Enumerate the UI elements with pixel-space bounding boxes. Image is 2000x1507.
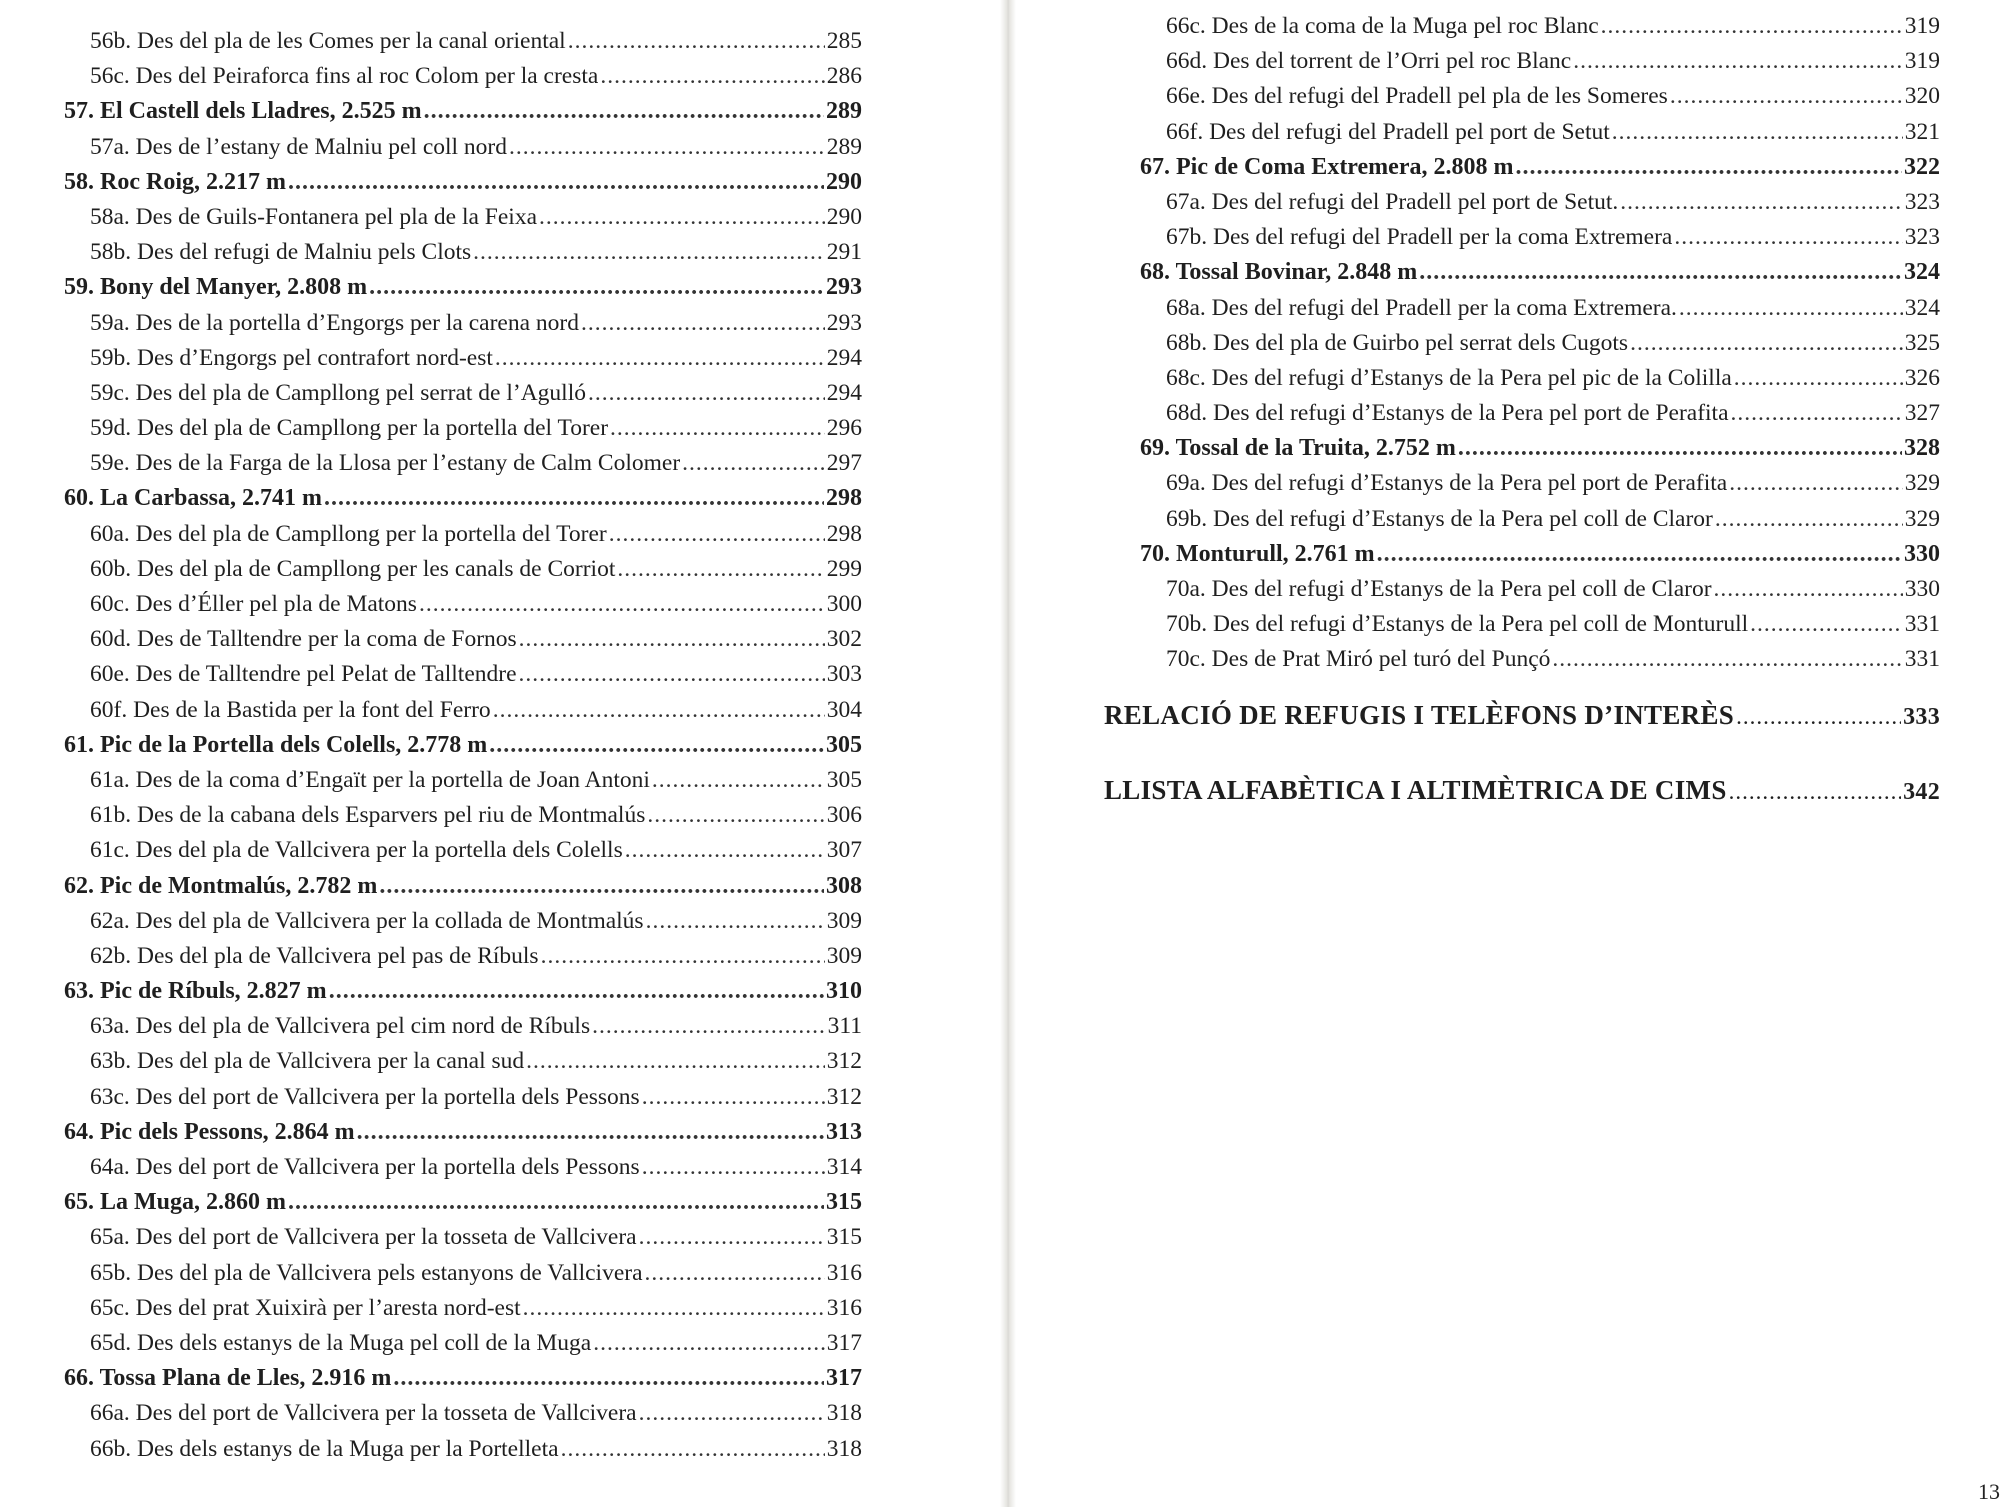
entry-title: 68b. Des del pla de Guirbo pel serrat dels Cugots	[1166, 329, 1629, 356]
entry-title: 64a. Des del port de Vallcivera per la portella dels Pessons	[90, 1154, 640, 1180]
entry-page-number: 315	[826, 1224, 862, 1251]
entry-title: 59d. Des del pla de Campllong per la portella del Torer	[90, 415, 609, 442]
entry-page-number: 317	[826, 1329, 862, 1356]
entry-page-number: 289	[826, 133, 862, 160]
entry-title: 60a. Des del pla de Campllong per la portella del Torer	[90, 520, 607, 547]
toc-summit-entry	[64, 1115, 862, 1150]
toc-route-entry	[1140, 44, 1940, 79]
dot-leader	[1601, 9, 1903, 44]
entry-title: 56c. Des del Peiraforca fins al roc Colom per la cresta	[90, 63, 599, 90]
toc-summit-entry	[1140, 255, 1940, 290]
toc-route-entry	[1140, 291, 1940, 326]
entry-title: 67a. Des del refugi del Pradell pel port de Setut.	[1166, 188, 1619, 215]
toc-summit-entry	[1140, 537, 1940, 572]
entry-title: 67. Pic de Coma Extremera, 2.808 m	[1140, 153, 1514, 180]
toc-summit-entry	[1140, 150, 1940, 185]
entry-page-number: 290	[826, 203, 862, 230]
entry-title: 59e. Des de la Farga de la Llosa per l’estany de Calm Colomer	[90, 450, 681, 477]
toc-route-entry	[64, 235, 862, 270]
entry-title: 64. Pic dels Pessons, 2.864 m	[64, 1118, 355, 1145]
toc-route-entry	[64, 59, 862, 94]
toc-route-entry	[1140, 9, 1940, 44]
entry-page-number: 324	[1904, 294, 1940, 321]
toc-route-entry	[64, 1150, 862, 1185]
dot-leader	[1729, 779, 1901, 805]
dot-leader	[561, 1432, 825, 1467]
toc-route-entry	[1140, 79, 1940, 114]
entry-title: 57. El Castell dels Lladres, 2.525 m	[64, 98, 422, 125]
toc-summit-entry	[64, 94, 862, 129]
dot-leader	[369, 270, 824, 305]
entry-title: 59c. Des del pla de Campllong pel serrat de l’Agulló	[90, 379, 586, 406]
entry-page-number: 299	[826, 555, 862, 582]
dot-leader	[357, 1115, 824, 1150]
entry-title: 66. Tossa Plana de Lles, 2.916 m	[64, 1365, 392, 1392]
entry-page-number: 329	[1904, 470, 1940, 497]
entry-title: 60d. Des de Talltendre per la coma de Fornos	[90, 626, 517, 653]
entry-page-number: 316	[826, 1259, 862, 1286]
entry-page-number: 306	[826, 802, 862, 829]
dot-leader	[609, 517, 825, 552]
entry-title: 68d. Des del refugi d’Estanys de la Pera pel port de Perafita	[1166, 400, 1729, 427]
entry-page-number: 330	[1904, 540, 1940, 567]
dot-leader	[424, 94, 824, 129]
dot-leader	[652, 763, 825, 798]
dot-leader	[1377, 537, 1902, 572]
entry-title: 70b. Des del refugi d’Estanys de la Pera pel coll de Monturull	[1166, 611, 1749, 638]
dot-leader	[1552, 642, 1902, 677]
dot-leader	[617, 552, 824, 587]
toc-route-entry	[64, 552, 862, 587]
entry-page-number: 285	[826, 28, 862, 54]
entry-page-number: 305	[826, 731, 862, 758]
entry-title: 70c. Des de Prat Miró pel turó del Punçó	[1166, 646, 1551, 673]
dot-leader	[642, 1080, 825, 1115]
entry-title: 69. Tossal de la Truita, 2.752 m	[1140, 435, 1456, 462]
entry-page-number: 318	[826, 1435, 862, 1462]
entry-page-number: 317	[826, 1365, 862, 1392]
dot-leader	[1731, 396, 1903, 431]
dot-leader	[642, 1150, 825, 1185]
dot-leader	[473, 235, 825, 270]
dot-leader	[639, 1396, 825, 1431]
entry-page-number: 312	[826, 1048, 862, 1075]
toc-left-column	[64, 24, 862, 1467]
section-heading-refugis	[1104, 700, 1940, 731]
entry-title: 70. Monturull, 2.761 m	[1140, 540, 1375, 567]
entry-page-number: 320	[1904, 83, 1940, 110]
entry-page-number: 297	[826, 450, 862, 477]
toc-route-entry	[64, 517, 862, 552]
entry-page-number: 331	[1904, 646, 1940, 673]
dot-leader	[600, 59, 824, 94]
dot-leader	[288, 1185, 824, 1220]
toc-route-entry	[64, 1432, 862, 1467]
toc-route-entry	[1140, 502, 1940, 537]
dot-leader	[1750, 607, 1903, 642]
entry-page-number: 294	[826, 379, 862, 406]
dot-leader	[581, 306, 825, 341]
toc-route-entry	[64, 376, 862, 411]
dot-leader	[379, 869, 824, 904]
dot-leader	[523, 1291, 825, 1326]
toc-route-entry	[64, 622, 862, 657]
entry-title: 66b. Des dels estanys de la Muga per la Portelleta	[90, 1435, 559, 1462]
entry-title: 60c. Des d’Éller pel pla de Matons	[90, 591, 417, 617]
entry-page-number: 321	[1904, 118, 1940, 145]
entry-title: 56b. Des del pla de les Comes per la canal oriental	[90, 28, 566, 54]
entry-page-number: 310	[826, 978, 862, 1005]
toc-route-entry	[1140, 642, 1940, 677]
dot-leader	[1573, 44, 1903, 79]
toc-route-entry	[64, 904, 862, 939]
dot-leader	[526, 1044, 825, 1079]
entry-title: 62. Pic de Montmalús, 2.782 m	[64, 872, 378, 899]
entry-page-number: 316	[826, 1294, 862, 1321]
entry-title: 66a. Des del port de Vallcivera per la tosseta de Vallcivera	[90, 1400, 637, 1427]
toc-route-entry	[64, 587, 862, 622]
entry-page-number: 309	[826, 942, 862, 969]
toc-route-entry	[64, 1326, 862, 1361]
entry-title: 68. Tossal Bovinar, 2.848 m	[1140, 259, 1418, 286]
entry-title: 61b. Des de la cabana dels Esparvers pel riu de Montmalús	[90, 802, 646, 829]
entry-page-number: 323	[1904, 188, 1940, 215]
dot-leader	[682, 446, 825, 481]
toc-route-entry	[1140, 220, 1940, 255]
entry-page-number: 322	[1904, 153, 1940, 180]
entry-title: 59. Bony del Manyer, 2.808 m	[64, 274, 368, 301]
toc-route-entry	[64, 1220, 862, 1255]
entry-title: 57a. Des de l’estany de Malniu pel coll nord	[90, 133, 508, 160]
entry-page-number: 319	[1904, 48, 1940, 75]
entry-title: 66f. Des del refugi del Pradell pel port de Setut	[1166, 118, 1610, 145]
entry-page-number: 330	[1904, 576, 1940, 602]
entry-title: 61a. Des de la coma d’Engaït per la portella de Joan Antoni	[90, 766, 650, 793]
entry-title: 65b. Des del pla de Vallcivera pels estanyons de Vallcivera	[90, 1259, 643, 1286]
entry-page-number: 290	[826, 168, 862, 195]
entry-title: 60e. Des de Talltendre pel Pelat de Talltendre	[90, 661, 517, 688]
toc-route-entry	[1140, 572, 1940, 607]
toc-route-entry	[64, 341, 862, 376]
entry-title: 63b. Des del pla de Vallcivera per la canal sud	[90, 1048, 525, 1075]
entry-title: 65c. Des del prat Xuixirà per l’aresta nord-est	[90, 1294, 521, 1321]
entry-title: 61c. Des del pla de Vallcivera per la portella dels Colells	[90, 837, 623, 864]
entry-page-number: 304	[826, 696, 862, 723]
entry-title: 59a. Des de la portella d’Engorgs per la carena nord	[90, 309, 579, 336]
entry-page-number: 308	[826, 872, 862, 899]
toc-route-entry	[64, 446, 862, 481]
entry-page-number: 291	[826, 239, 862, 266]
dot-leader	[509, 130, 825, 165]
entry-title: 63. Pic de Ríbuls, 2.827 m	[64, 978, 327, 1005]
book-gutter	[1000, 0, 1016, 1507]
entry-page-number: 286	[826, 63, 862, 90]
toc-route-entry	[64, 1291, 862, 1326]
entry-page-number: 324	[1904, 259, 1940, 286]
entry-title: 60b. Des del pla de Campllong per les canals de Corriot	[90, 555, 616, 582]
dot-leader	[541, 939, 825, 974]
dot-leader	[1715, 502, 1903, 537]
toc-route-entry	[1140, 326, 1940, 361]
dot-leader	[489, 728, 824, 763]
entry-title: 62b. Des del pla de Vallcivera pel pas de Ríbuls	[90, 942, 539, 969]
toc-route-entry	[1140, 396, 1940, 431]
dot-leader	[647, 798, 824, 833]
toc-summit-entry	[64, 270, 862, 305]
toc-summit-entry	[64, 974, 862, 1009]
entry-page-number: 289	[826, 98, 862, 125]
toc-route-entry	[64, 763, 862, 798]
entry-page-number: 319	[1904, 13, 1940, 39]
dot-leader	[1736, 704, 1901, 730]
dot-leader	[568, 24, 825, 59]
dot-leader	[593, 1326, 825, 1361]
toc-route-entry	[64, 833, 862, 868]
toc-route-entry	[64, 24, 862, 59]
dot-leader	[519, 622, 825, 657]
dot-leader	[592, 1009, 826, 1044]
entry-title: 66d. Des del torrent de l’Orri pel roc Blanc	[1166, 48, 1572, 75]
dot-leader	[539, 200, 825, 235]
entry-page-number: 294	[826, 344, 862, 371]
toc-route-entry	[64, 1009, 862, 1044]
entry-title: 59b. Des d’Engorgs pel contrafort nord-est	[90, 344, 493, 371]
dot-leader	[1734, 361, 1903, 396]
entry-title: 65a. Des del port de Vallcivera per la tosseta de Vallcivera	[90, 1224, 637, 1251]
dot-leader	[1612, 115, 1903, 150]
dot-leader	[1419, 255, 1902, 290]
entry-page-number: 309	[826, 907, 862, 934]
entry-title: 65d. Des dels estanys de la Muga pel coll de la Muga	[90, 1329, 592, 1356]
entry-page-number: 303	[826, 661, 862, 688]
dot-leader	[646, 904, 825, 939]
entry-page-number: 318	[826, 1400, 862, 1427]
entry-title: 68a. Des del refugi del Pradell per la coma Extremera.	[1166, 294, 1677, 321]
entry-title: 69a. Des del refugi d’Estanys de la Pera pel port de Perafita	[1166, 470, 1728, 497]
section-heading-cims	[1104, 775, 1940, 806]
toc-route-entry	[64, 798, 862, 833]
toc-route-entry	[1140, 466, 1940, 501]
toc-route-entry	[64, 306, 862, 341]
entry-page-number: 293	[826, 274, 862, 301]
entry-page-number: 298	[826, 520, 862, 547]
entry-page-number: 293	[826, 309, 862, 336]
section-page-number: 333	[1903, 704, 1940, 730]
dot-leader	[393, 1361, 824, 1396]
dot-leader	[1515, 150, 1902, 185]
entry-page-number: 296	[826, 415, 862, 442]
entry-page-number: 302	[826, 626, 862, 653]
dot-leader	[419, 587, 825, 622]
entry-title: 58a. Des de Guils-Fontanera pel pla de la Feixa	[90, 203, 538, 230]
toc-summit-entry	[64, 1361, 862, 1396]
entry-title: 63c. Des del port de Vallcivera per la portella dels Pessons	[90, 1083, 640, 1110]
toc-route-entry	[64, 1044, 862, 1079]
section-page-number: 342	[1903, 779, 1940, 805]
toc-summit-entry	[64, 728, 862, 763]
section-title: RELACIÓ DE REFUGIS I TELÈFONS D’INTERÈS	[1104, 700, 1735, 730]
entry-page-number: 327	[1904, 400, 1940, 427]
toc-route-entry	[1140, 361, 1940, 396]
folio-page-number: 13	[1978, 1479, 2000, 1504]
entry-page-number: 312	[826, 1083, 862, 1110]
entry-title: 66e. Des del refugi del Pradell pel pla de les Someres	[1166, 83, 1668, 110]
dot-leader	[645, 1256, 825, 1291]
entry-page-number: 305	[826, 766, 862, 793]
toc-route-entry	[64, 939, 862, 974]
dot-leader	[1630, 326, 1903, 361]
toc-route-entry	[1140, 607, 1940, 642]
entry-title: 63a. Des del pla de Vallcivera pel cim nord de Ríbuls	[90, 1013, 591, 1040]
entry-title: 70a. Des del refugi d’Estanys de la Pera pel coll de Claror	[1166, 576, 1712, 602]
toc-summit-entry	[64, 1185, 862, 1220]
toc-summit-entry	[1140, 431, 1940, 466]
section-title: LLISTA ALFABÈTICA I ALTIMÈTRICA DE CIMS	[1104, 775, 1727, 805]
entry-page-number: 326	[1904, 364, 1940, 391]
entry-title: 62a. Des del pla de Vallcivera per la collada de Montmalús	[90, 907, 644, 934]
entry-title: 68c. Des del refugi d’Estanys de la Pera pel pic de la Colilla	[1166, 364, 1732, 391]
toc-route-entry	[64, 411, 862, 446]
entry-page-number: 323	[1904, 224, 1940, 251]
dot-leader	[588, 376, 825, 411]
entry-title: 58. Roc Roig, 2.217 m	[64, 168, 286, 195]
entry-page-number: 314	[826, 1154, 862, 1180]
dot-leader	[1729, 466, 1903, 501]
entry-title: 61. Pic de la Portella dels Colells, 2.778 m	[64, 731, 488, 758]
toc-summit-entry	[64, 869, 862, 904]
entry-title: 69b. Des del refugi d’Estanys de la Pera pel coll de Claror	[1166, 505, 1713, 532]
entry-title: 60f. Des de la Bastida per la font del Ferro	[90, 696, 491, 723]
entry-page-number: 325	[1904, 329, 1940, 356]
toc-route-entry	[64, 200, 862, 235]
entry-title: 58b. Des del refugi de Malniu pels Clots	[90, 239, 472, 266]
entry-page-number: 331	[1904, 611, 1940, 638]
toc-right-column	[1140, 9, 1940, 678]
toc-route-entry	[1140, 185, 1940, 220]
dot-leader	[519, 657, 825, 692]
entry-page-number: 311	[827, 1013, 862, 1040]
entry-page-number: 329	[1904, 505, 1940, 532]
toc-route-entry	[64, 1396, 862, 1431]
dot-leader	[1674, 220, 1902, 255]
entry-page-number: 313	[826, 1118, 862, 1145]
dot-leader	[495, 341, 825, 376]
toc-route-entry	[64, 1256, 862, 1291]
entry-page-number: 300	[826, 591, 862, 617]
dot-leader	[329, 974, 824, 1009]
dot-leader	[1714, 572, 1903, 607]
dot-leader	[288, 165, 824, 200]
dot-leader	[639, 1220, 825, 1255]
toc-route-entry	[64, 1080, 862, 1115]
entry-title: 65. La Muga, 2.860 m	[64, 1189, 286, 1216]
entry-title: 60. La Carbassa, 2.741 m	[64, 485, 323, 512]
toc-route-entry	[64, 130, 862, 165]
dot-leader	[493, 693, 825, 728]
dot-leader	[1670, 79, 1903, 114]
toc-summit-entry	[64, 165, 862, 200]
toc-route-entry	[64, 657, 862, 692]
entry-page-number: 315	[826, 1189, 862, 1216]
entry-page-number: 328	[1904, 435, 1940, 462]
toc-route-entry	[64, 693, 862, 728]
dot-leader	[625, 833, 825, 868]
entry-page-number: 307	[826, 837, 862, 864]
dot-leader	[610, 411, 825, 446]
entry-page-number: 298	[826, 485, 862, 512]
toc-route-entry	[1140, 115, 1940, 150]
dot-leader	[324, 481, 824, 516]
entry-title: 67b. Des del refugi del Pradell per la coma Extremera	[1166, 224, 1673, 251]
toc-summit-entry	[64, 481, 862, 516]
entry-title: 66c. Des de la coma de la Muga pel roc Blanc	[1166, 13, 1599, 39]
dot-leader	[1679, 291, 1903, 326]
dot-leader	[1458, 431, 1902, 466]
dot-leader	[1620, 185, 1903, 220]
